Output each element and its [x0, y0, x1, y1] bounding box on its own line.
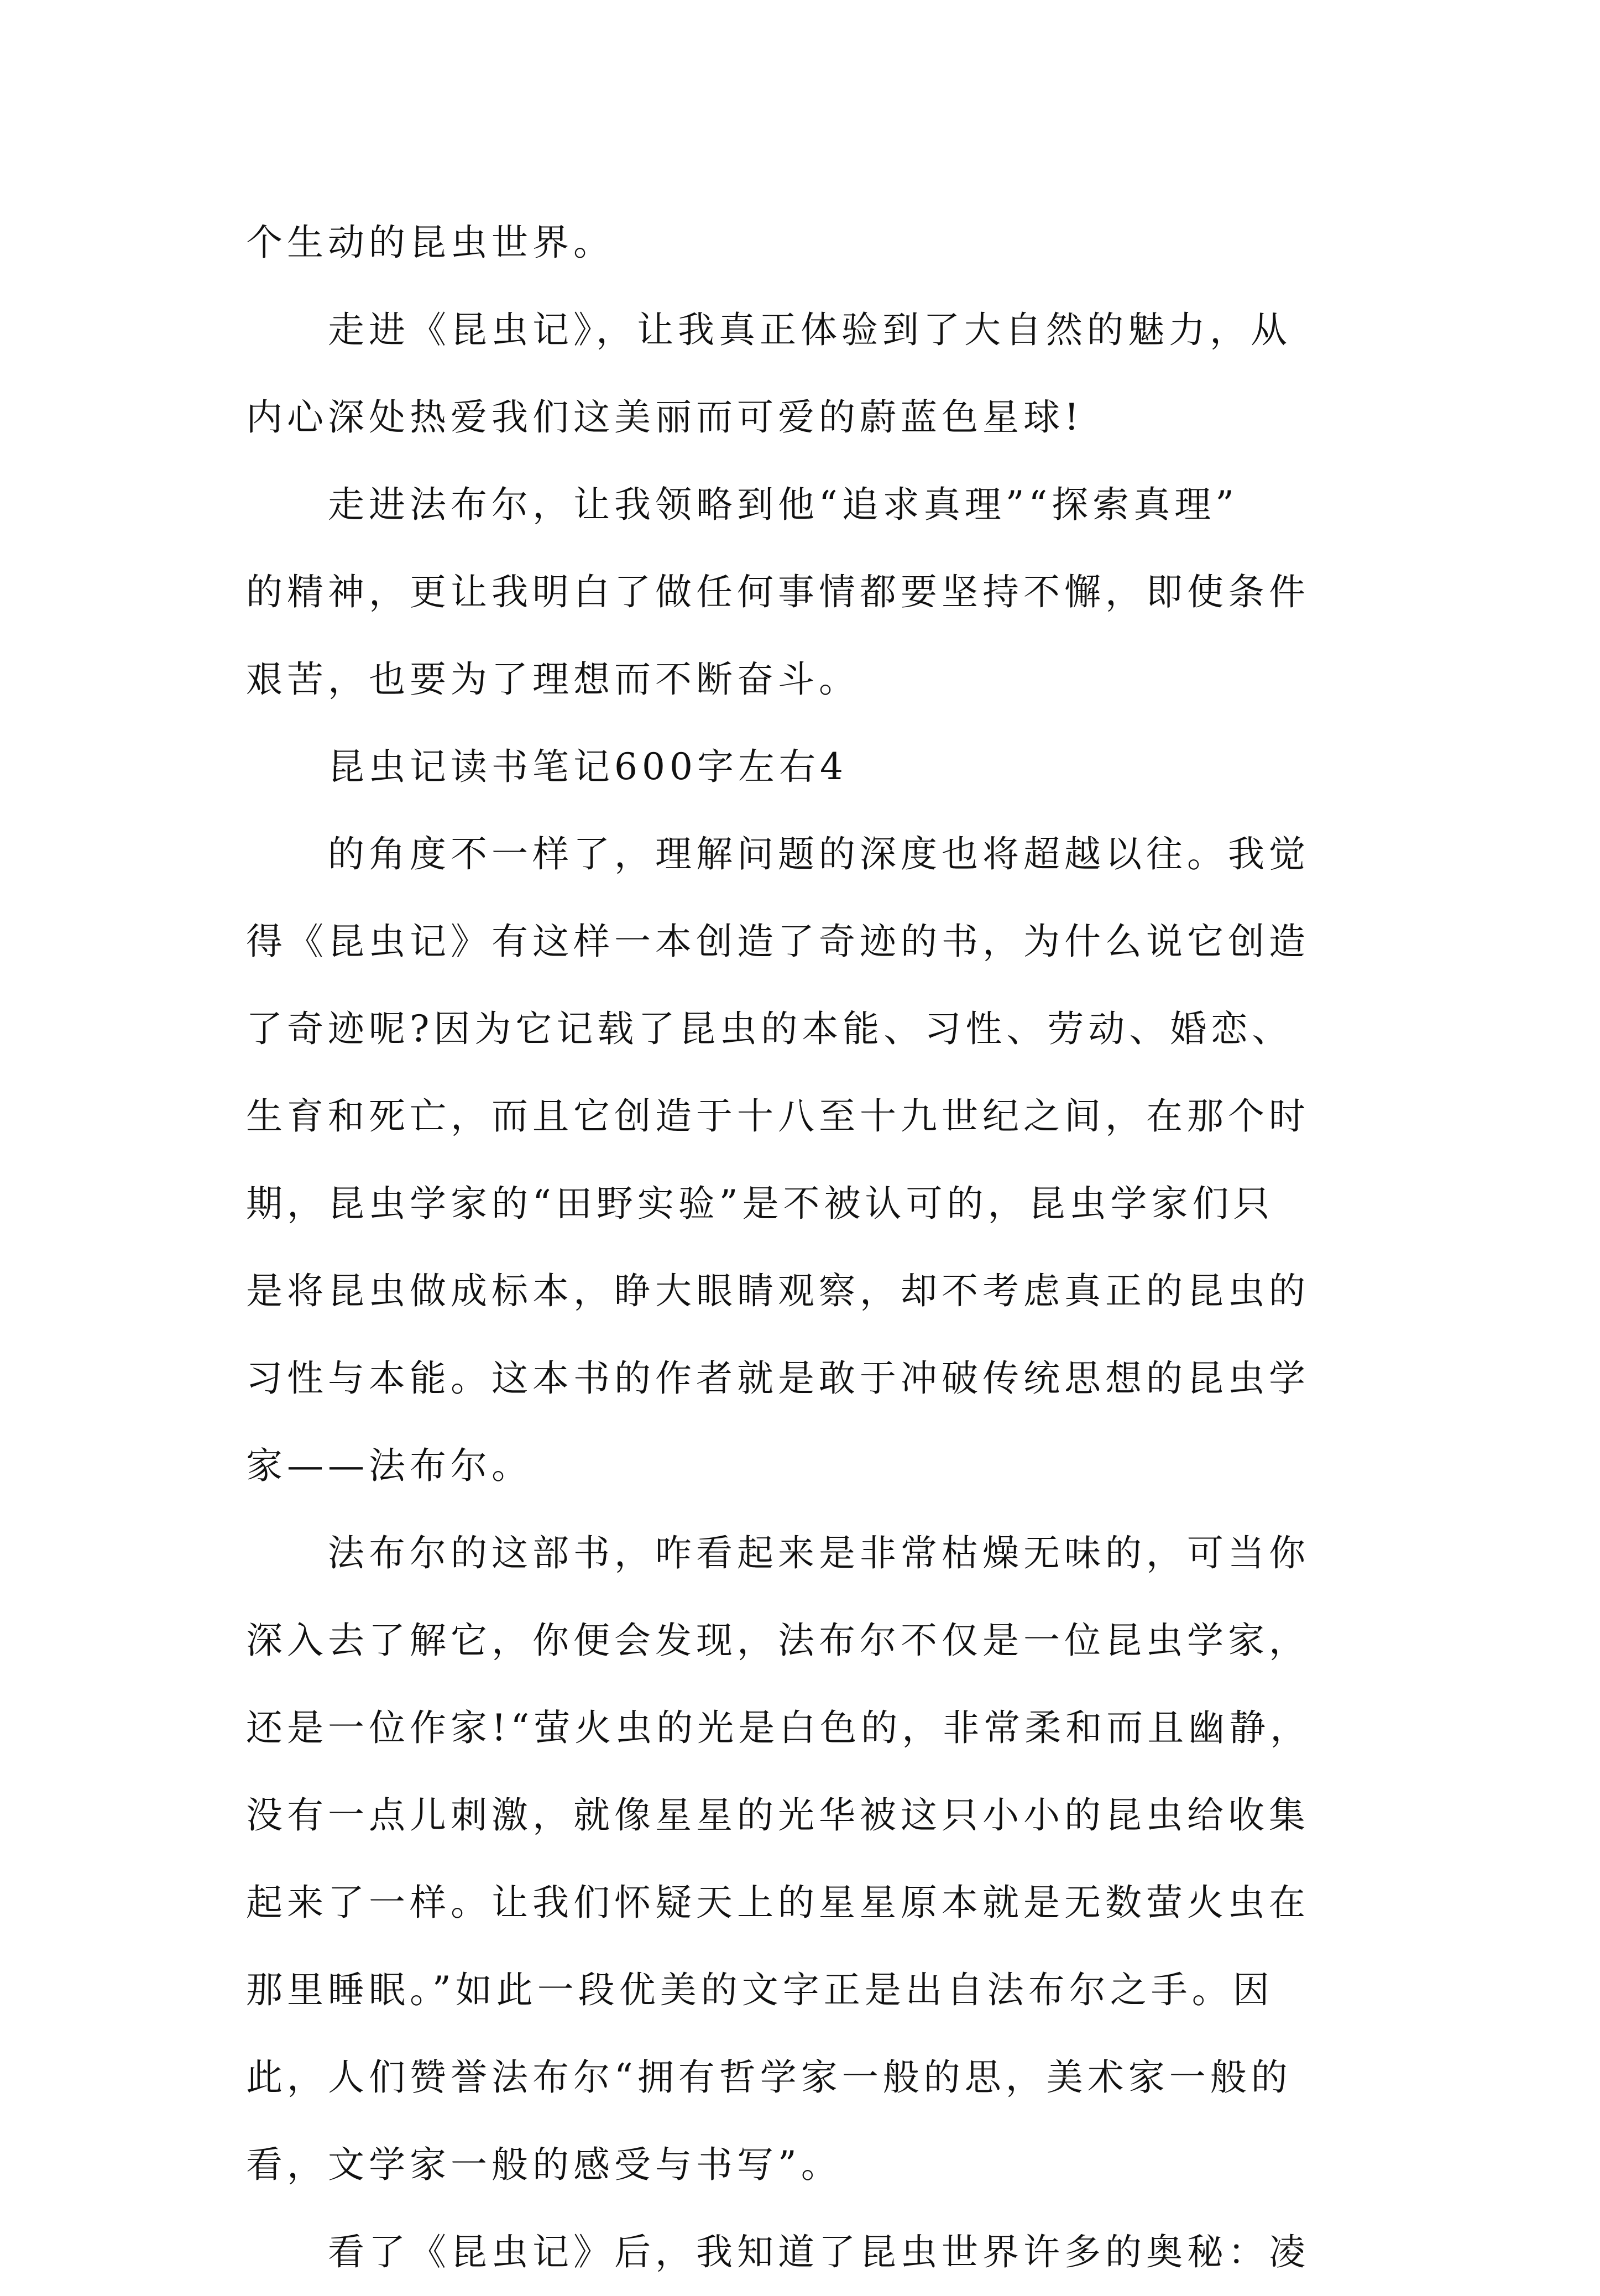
text-line: 看了《昆虫记》后，我知道了昆虫世界许多的奥秘：凌 [328, 2231, 1310, 2273]
text-line: 还是一位作家!“萤火虫的光是白色的，非常柔和而且幽静， [246, 1707, 1311, 1749]
text-line: 的角度不一样了，理解问题的深度也将超越以往。我觉 [328, 833, 1310, 875]
text-line: 个生动的昆虫世界。 [246, 221, 614, 264]
text-line: 走进法布尔，让我领略到他“追求真理”“探索真理” [328, 483, 1238, 526]
text-line: 法布尔的这部书，咋看起来是非常枯燥无味的，可当你 [328, 1532, 1310, 1574]
text-line: 习性与本能。这本书的作者就是敢于冲破传统思想的昆虫学 [246, 1357, 1310, 1400]
text-line: 是将昆虫做成标本，睁大眼睛观察，却不考虑真正的昆虫的 [246, 1270, 1310, 1312]
text-line: 期，昆虫学家的“田野实验”是不被认可的，昆虫学家们只 [246, 1182, 1274, 1225]
text-line: 内心深处热爱我们这美丽而可爱的蔚蓝色星球! [246, 396, 1084, 439]
text-line: 的精神，更让我明白了做任何事情都要坚持不懈，即使条件 [246, 571, 1310, 613]
document-body [246, 199, 1379, 2296]
text-line: 深入去了解它，你便会发现，法布尔不仅是一位昆虫学家， [246, 1619, 1310, 1662]
text-line: 得《昆虫记》有这样一本创造了奇迹的书，为什么说它创造 [246, 920, 1310, 963]
text-line: 起来了一样。让我们怀疑天上的星星原本就是无数萤火虫在 [246, 1881, 1310, 1924]
text-line: 看，文学家一般的感受与书写”。 [246, 2143, 842, 2186]
text-line: 走进《昆虫记》，让我真正体验到了大自然的魅力，从 [328, 309, 1291, 351]
text-line: 了奇迹呢?因为它记载了昆虫的本能、习性、劳动、婚恋、 [246, 1008, 1293, 1050]
section-heading: 昆虫记读书笔记600字左右4 [328, 745, 848, 788]
text-line: 生育和死亡，而且它创造于十八至十九世纪之间，在那个时 [246, 1095, 1310, 1137]
text-line: 家——法布尔。 [246, 1444, 532, 1487]
text-line: 艰苦，也要为了理想而不断奋斗。 [246, 658, 860, 701]
text-line: 没有一点儿刺激，就像星星的光华被这只小小的昆虫给收集 [246, 1794, 1310, 1836]
text-line: 那里睡眠。”如此一段优美的文字正是出自法布尔之手。因 [246, 1969, 1274, 2011]
text-line: 此，人们赞誉法布尔“拥有哲学家一般的思，美术家一般的 [246, 2056, 1292, 2099]
